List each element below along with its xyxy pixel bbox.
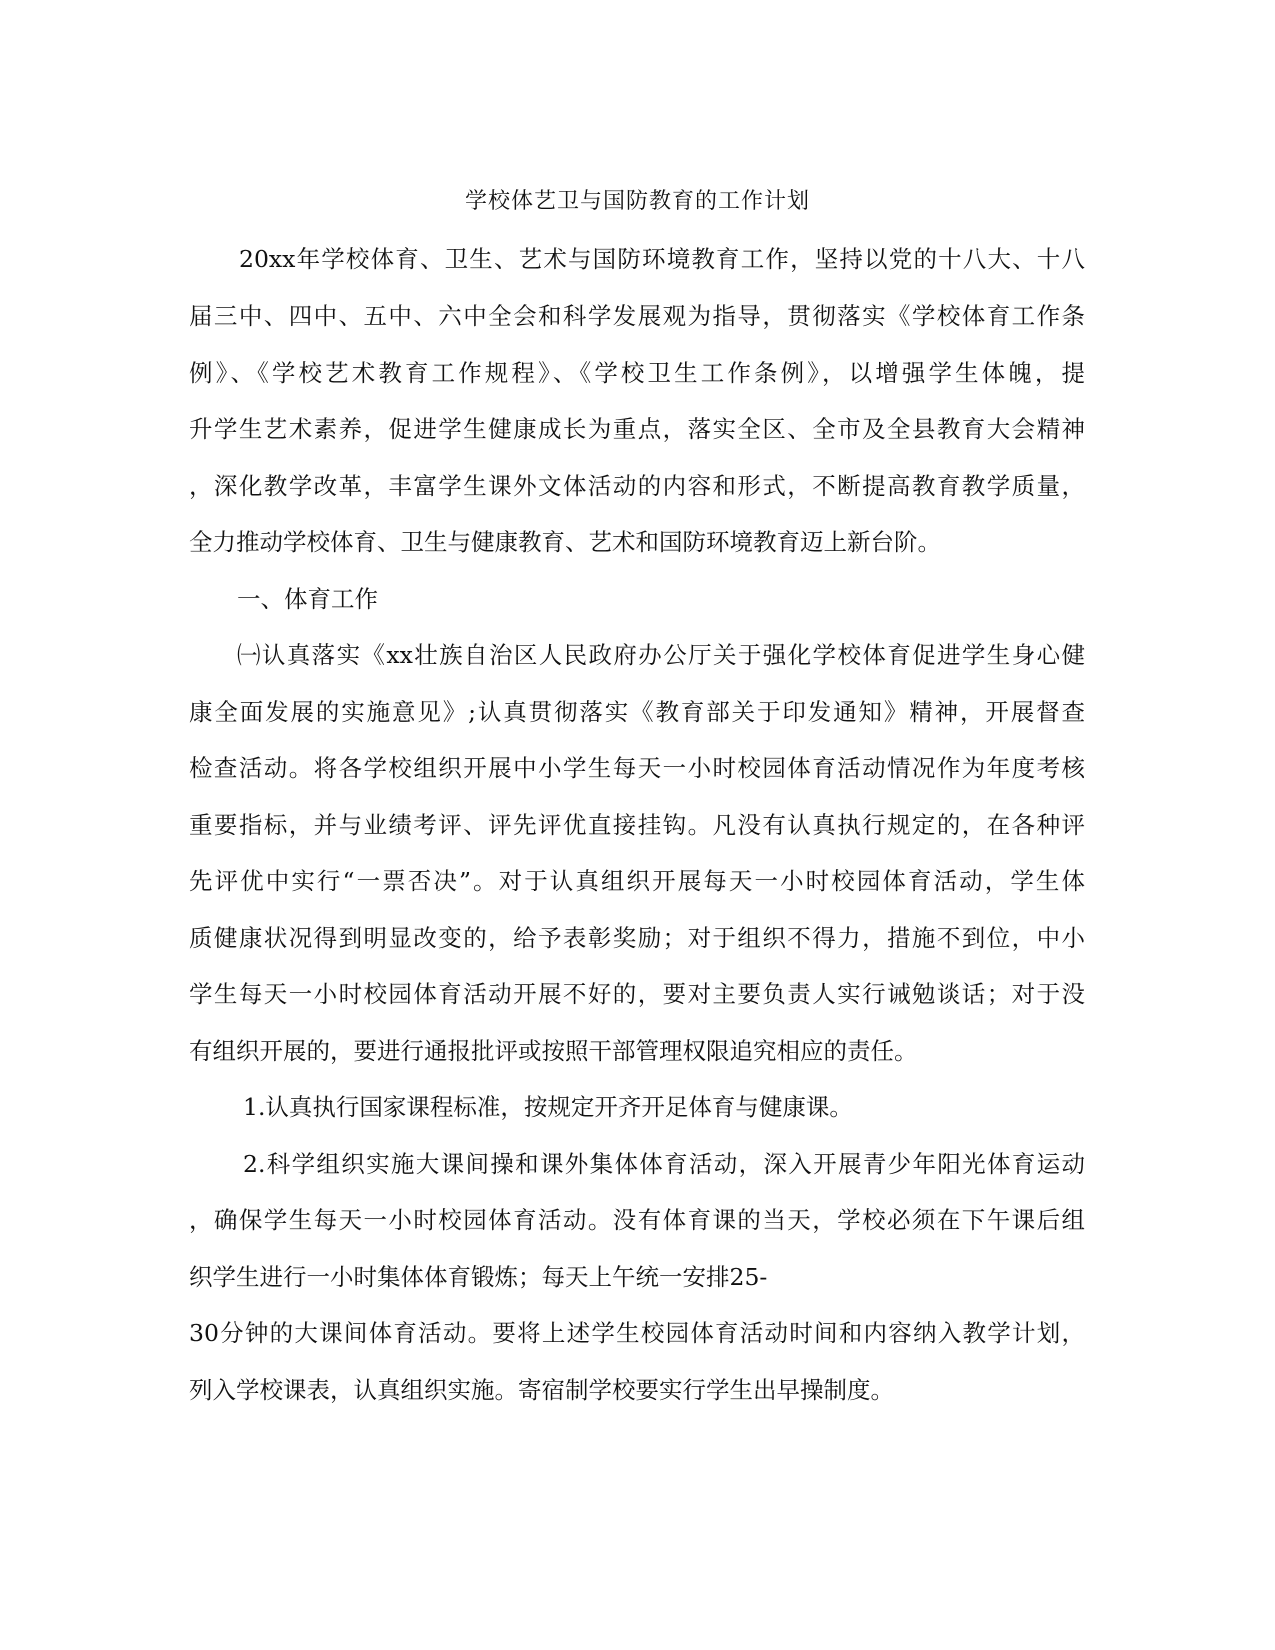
paragraph-line: 学生每天一小时校园体育活动开展不好的，要对主要负责人实行诫勉谈话；对于没	[189, 980, 1085, 1008]
paragraph-line: 有组织开展的，要进行通报批评或按照干部管理权限追究相应的责任。	[189, 1037, 918, 1065]
document-title: 学校体艺卫与国防教育的工作计划	[464, 189, 810, 214]
paragraph-line: 升学生艺术素养，促进学生健康成长为重点，落实全区、全市及全县教育大会精神	[189, 415, 1085, 443]
section-heading: 一、体育工作	[237, 585, 378, 613]
paragraph-line: 届三中、四中、五中、六中全会和科学发展观为指导，贯彻落实《学校体育工作条	[189, 302, 1085, 330]
list-item: 1.认真执行国家课程标准，按规定开齐开足体育与健康课。	[243, 1093, 853, 1121]
paragraph-line: ㈠认真落实《xx壮族自治区人民政府办公厅关于强化学校体育促进学生身心健	[237, 641, 1085, 669]
paragraph-line: 重要指标，并与业绩考评、评先评优直接挂钩。凡没有认真执行规定的，在各种评	[189, 811, 1085, 839]
list-item: 2.科学组织实施大课间操和课外集体体育活动，深入开展青少年阳光体育运动	[243, 1150, 1085, 1178]
paragraph-line: 质健康状况得到明显改变的，给予表彰奖励；对于组织不得力，措施不到位，中小	[189, 924, 1085, 952]
paragraph-line: 20xx年学校体育、卫生、艺术与国防环境教育工作，坚持以党的十八大、十八	[239, 245, 1085, 273]
paragraph-line: 织学生进行一小时集体体育锻炼；每天上午统一安排25-	[189, 1263, 768, 1291]
paragraph-line: 先评优中实行“一票否决”。对于认真组织开展每天一小时校园体育活动，学生体	[189, 867, 1085, 895]
paragraph-line: ，确保学生每天一小时校园体育活动。没有体育课的当天，学校必须在下午课后组	[189, 1206, 1085, 1234]
paragraph-line: ，深化教学改革，丰富学生课外文体活动的内容和形式，不断提高教育教学质量，	[189, 472, 1085, 500]
paragraph-line: 全力推动学校体育、卫生与健康教育、艺术和国防环境教育迈上新台阶。	[189, 528, 941, 556]
paragraph-line: 30分钟的大课间体育活动。要将上述学生校园体育活动时间和内容纳入教学计划，	[189, 1319, 1085, 1347]
paragraph-line: 列入学校课表，认真组织实施。寄宿制学校要实行学生出早操制度。	[189, 1376, 894, 1404]
paragraph-line: 检查活动。将各学校组织开展中小学生每天一小时校园体育活动情况作为年度考核	[189, 754, 1085, 782]
paragraph-line: 例》、《学校艺术教育工作规程》、《学校卫生工作条例》，以增强学生体魄，提	[189, 359, 1085, 387]
paragraph-line: 康全面发展的实施意见》;认真贯彻落实《教育部关于印发通知》精神，开展督查	[189, 698, 1085, 726]
